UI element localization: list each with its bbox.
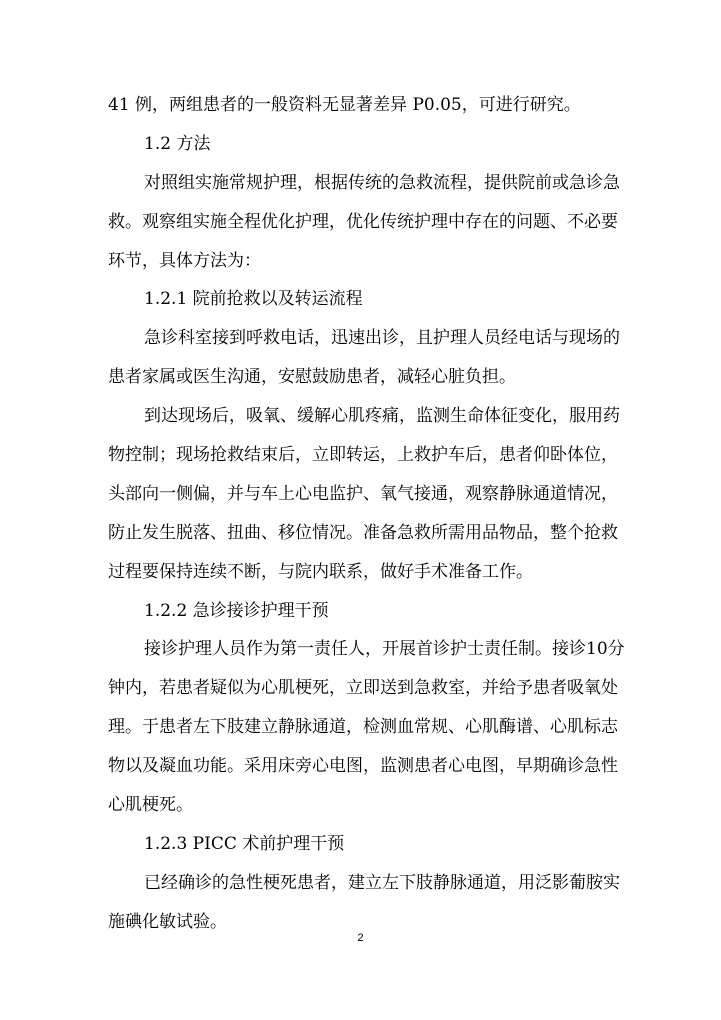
text-line: 防 止 发 生 脱 落 、 扭 曲 、 移 位 情 况 。 准 备 急 救 所 需 用 品 物 品 ， 整 个 抢 救: [108, 522, 618, 543]
text-line: 环节，具体方法为：: [108, 250, 261, 271]
page-number: 2: [357, 932, 364, 944]
text-line: 施碘化敏试验。: [108, 911, 227, 932]
text-line: 心肌梗死。: [108, 795, 193, 816]
text-line: 物 以 及 凝 血 功 能 。 采 用 床 旁 心 电 图 ， 监 测 患 者 心 电 图 ， 早 期 确 诊 急 性: [108, 756, 618, 777]
section-heading: 1.2.2 急诊接诊护理干预: [144, 600, 329, 621]
text-line: 41 例，两组患者的一般资料无显著差异 P0.05，可进行研究。: [108, 95, 581, 115]
section-heading: 1.2.3 PICC 术前护理干预: [144, 833, 345, 854]
text-line: 头 部 向 一 侧 偏 ， 并 与 车 上 心 电 监 护 、 氧 气 接 通 ， 观 察 静 脉 通 道 情 况 ，: [108, 483, 618, 504]
text-line: 到 达 现 场 后 ， 吸 氧 、 缓 解 心 肌 疼 痛 ， 监 测 生 命 体 征 变 化 ， 服 用 药: [144, 406, 620, 427]
document-body: [108, 91, 625, 947]
text-line: 物 控 制 ； 现 场 抢 救 结 束 后 ， 立 即 转 运 ， 上 救 护 车 后 ， 患 者 仰 卧 体 位 ，: [108, 445, 618, 466]
text-line: 救 。 观 察 组 实 施 全 程 优 化 护 理 ， 优 化 传 统 护 理 中 存 在 的 问 题 、 不 必 要: [108, 211, 618, 232]
text-line: 急 诊 科 室 接 到 呼 救 电 话 ， 迅 速 出 诊 ， 且 护 理 人 员 经 电 话 与 现 场 的: [144, 328, 620, 349]
text-line: 过程要保持连续不断，与院内联系，做好手术准备工作。: [108, 561, 533, 582]
section-heading: 1.2.1 院前抢救以及转运流程: [144, 289, 363, 310]
section-heading: 1.2 方法: [144, 133, 211, 154]
text-line: 理 。 于 患 者 左 下 肢 建 立 静 脉 通 道 ， 检 测 血 常 规 、 心 肌 酶 谱 、 心 肌 标 志: [108, 717, 618, 738]
text-line: 对 照 组 实 施 常 规 护 理 ， 根 据 传 统 的 急 救 流 程 ， 提 供 院 前 或 急 诊 急: [144, 172, 620, 193]
text-line: 已 经 确 诊 的 急 性 梗 死 患 者 ， 建 立 左 下 肢 静 脉 通 道 ， 用 泛 影 葡 胺 实: [144, 872, 620, 893]
text-line: 接 诊 护 理 人 员 作 为 第 一 责 任 人 ， 开 展 首 诊 护 士 责 任 制 。 接 诊 1 0 分: [144, 639, 625, 660]
text-line: 钟 内 ， 若 患 者 疑 似 为 心 肌 梗 死 ， 立 即 送 到 急 救 室 ， 并 给 予 患 者 吸 氧 处: [108, 678, 618, 699]
text-line: 患者家属或医生沟通，安慰鼓励患者，减轻心脏负担。: [108, 367, 516, 388]
